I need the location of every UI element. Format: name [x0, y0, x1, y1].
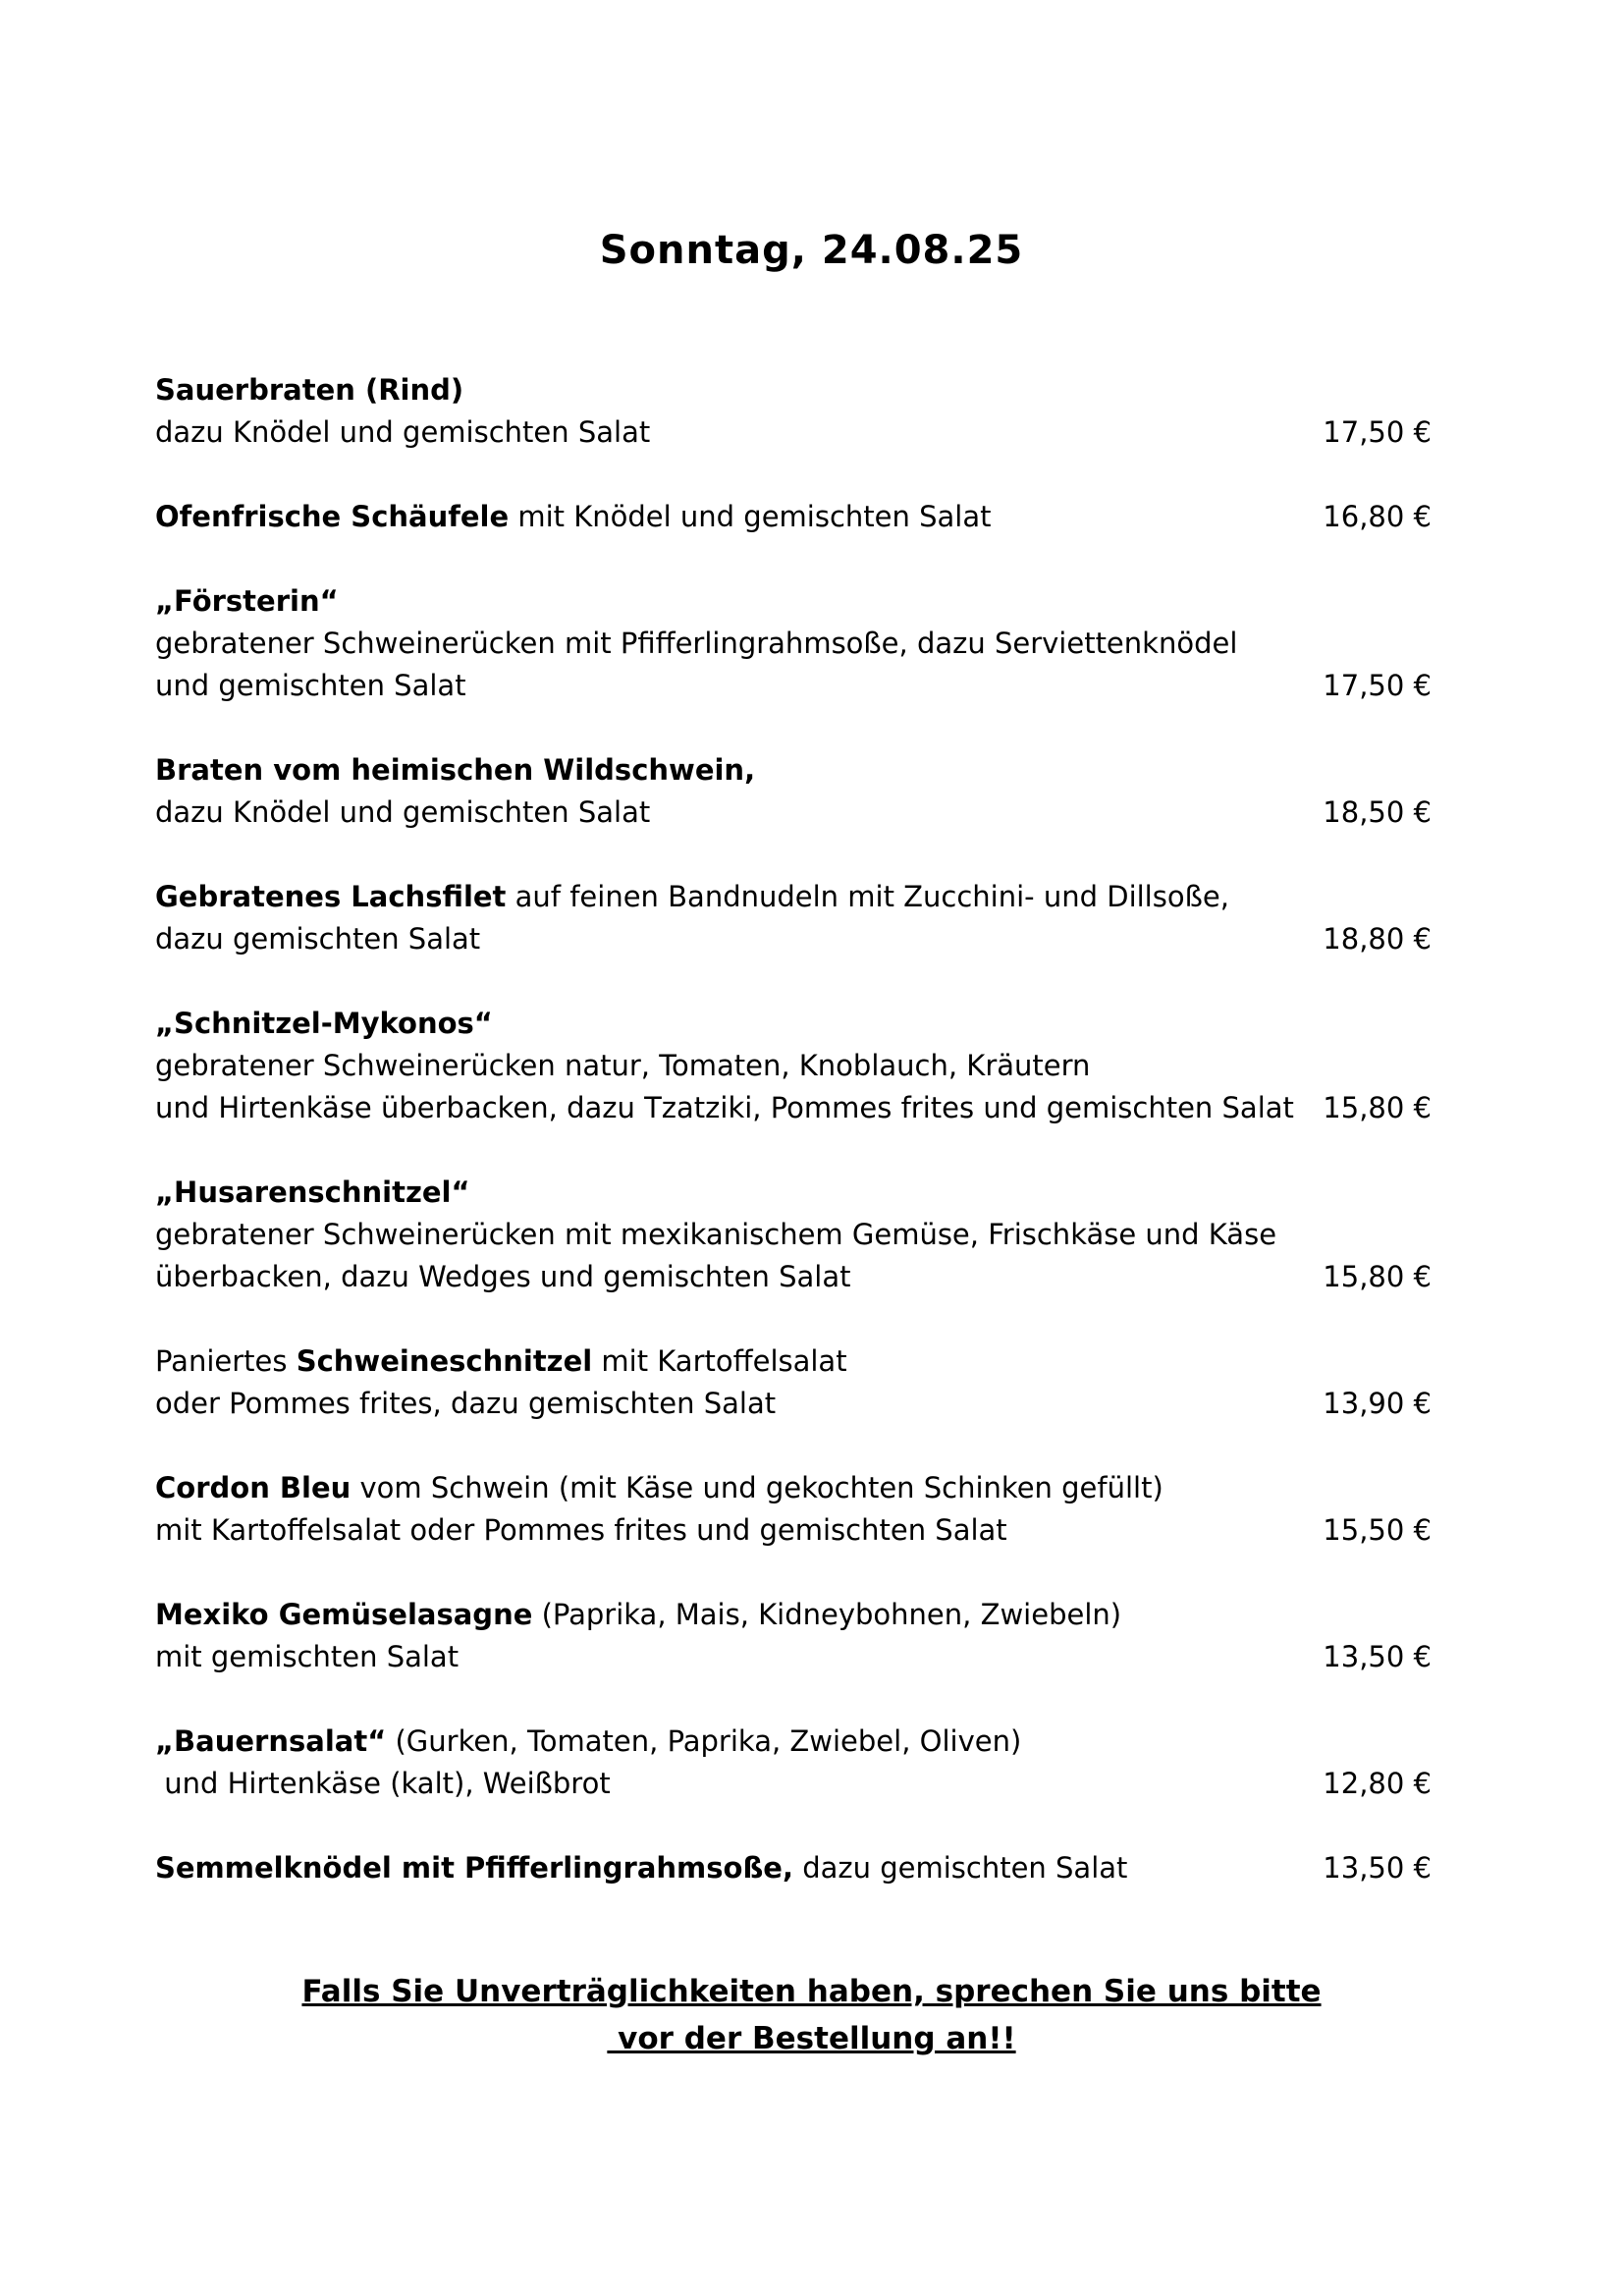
dish-name: Braten vom heimischen Wildschwein,: [155, 753, 756, 787]
dish-price: 18,80 €: [1323, 922, 1432, 956]
dish-description: dazu gemischten Salat: [155, 922, 481, 956]
dish-description: mit gemischten Salat: [155, 1640, 460, 1673]
dish-price: 12,80 €: [1323, 1767, 1432, 1800]
page-title: Sonntag, 24.08.25: [599, 228, 1024, 273]
dish-name: „Schnitzel-Mykonos“: [155, 1007, 493, 1040]
dish-title-line: [155, 1467, 1432, 1509]
dish-description: dazu Knödel und gemischten Salat: [155, 415, 651, 449]
dish-description: (Gurken, Tomaten, Paprika, Zwiebel, Oliven): [386, 1724, 1022, 1758]
dish-description: mit Kartoffelsalat: [592, 1344, 847, 1378]
dish-description: dazu gemischten Salat: [793, 1851, 1128, 1885]
dish-description: auf feinen Bandnudeln mit Zucchini- und Dillsoße,: [506, 880, 1229, 913]
dish-price: 15,80 €: [1323, 1091, 1432, 1124]
menu-item: [155, 1340, 1432, 1425]
allergy-notice: [0, 1968, 1623, 2062]
menu-item: [155, 1467, 1432, 1552]
dish-name: „Försterin“: [155, 584, 339, 618]
menu-item: [155, 496, 1432, 538]
dish-price: 16,80 €: [1323, 500, 1432, 533]
dish-title-line: [155, 876, 1432, 918]
dish-name: Gebratenes Lachsfilet: [155, 880, 507, 913]
dish-description: dazu Knödel und gemischten Salat: [155, 795, 651, 829]
dish-description: mit Kartoffelsalat oder Pommes frites und gemischten Salat: [155, 1513, 1007, 1547]
dish-price: 17,50 €: [1323, 415, 1432, 449]
dish-description: vom Schwein (mit Käse und gekochten Schinken gefüllt): [351, 1471, 1163, 1504]
dish-title-line: [155, 580, 1432, 623]
dish-title-line: [155, 1340, 1432, 1383]
dish-description: mit Knödel und gemischten Salat: [509, 500, 992, 533]
dish-name: Sauerbraten (Rind): [155, 373, 464, 407]
dish-description: oder Pommes frites, dazu gemischten Salat: [155, 1387, 777, 1420]
dish-title-line: [155, 496, 1432, 538]
menu-list: [155, 369, 1432, 1932]
dish-title-line: [155, 1003, 1432, 1045]
dish-description: überbacken, dazu Wedges und gemischten Salat: [155, 1260, 851, 1293]
dish-price: 18,50 €: [1323, 795, 1432, 829]
menu-item: [155, 1847, 1432, 1889]
menu-item: [155, 1594, 1432, 1678]
dish-description: gebratener Schweinerücken natur, Tomaten, Knoblauch, Kräutern: [155, 1049, 1091, 1082]
dish-name: Mexiko Gemüselasagne: [155, 1598, 533, 1631]
dish-description: und Hirtenkäse überbacken, dazu Tzatziki, Pommes frites und gemischten Salat: [155, 1091, 1294, 1124]
menu-item: [155, 580, 1432, 707]
dish-description: und gemischten Salat: [155, 669, 466, 702]
menu-item: [155, 1003, 1432, 1129]
menu-item: [155, 749, 1432, 834]
menu-item: [155, 876, 1432, 960]
dish-description: (Paprika, Mais, Kidneybohnen, Zwiebeln): [532, 1598, 1122, 1631]
dish-title-line: [155, 369, 1432, 411]
dish-title-line: [155, 1847, 1432, 1889]
menu-item: [155, 1721, 1432, 1805]
notice-line-1: Falls Sie Unverträglichkeiten haben, sprechen Sie uns bitte: [301, 1974, 1322, 2009]
notice-line-2: vor der Bestellung an!!: [607, 2021, 1016, 2056]
dish-name: Semmelknödel mit Pfifferlingrahmsoße,: [155, 1851, 793, 1885]
dish-name: Schweineschnitzel: [296, 1344, 593, 1378]
dish-name: „Bauernsalat“: [155, 1724, 387, 1758]
dish-description: gebratener Schweinerücken mit Pfifferlingrahmsoße, dazu Serviettenknödel: [155, 627, 1238, 660]
dish-description: und Hirtenkäse (kalt), Weißbrot: [155, 1767, 611, 1800]
dish-price: 17,50 €: [1323, 669, 1432, 702]
menu-item: [155, 369, 1432, 454]
dish-title-line: [155, 749, 1432, 792]
dish-price: 13,50 €: [1323, 1640, 1432, 1673]
dish-title-line: [155, 1721, 1432, 1763]
dish-name: Ofenfrische Schäufele: [155, 500, 510, 533]
dish-name: Cordon Bleu: [155, 1471, 352, 1504]
dish-price: 13,50 €: [1323, 1851, 1432, 1885]
dish-title-line: [155, 1172, 1432, 1214]
dish-price: 15,50 €: [1323, 1513, 1432, 1547]
dish-price: 15,80 €: [1323, 1260, 1432, 1293]
dish-name: „Husarenschnitzel“: [155, 1175, 470, 1209]
menu-item: [155, 1172, 1432, 1298]
dish-title-line: [155, 1594, 1432, 1636]
dish-description: gebratener Schweinerücken mit mexikanischem Gemüse, Frischkäse und Käse: [155, 1218, 1277, 1251]
dish-prefix: Paniertes: [155, 1344, 297, 1378]
dish-price: 13,90 €: [1323, 1387, 1432, 1420]
